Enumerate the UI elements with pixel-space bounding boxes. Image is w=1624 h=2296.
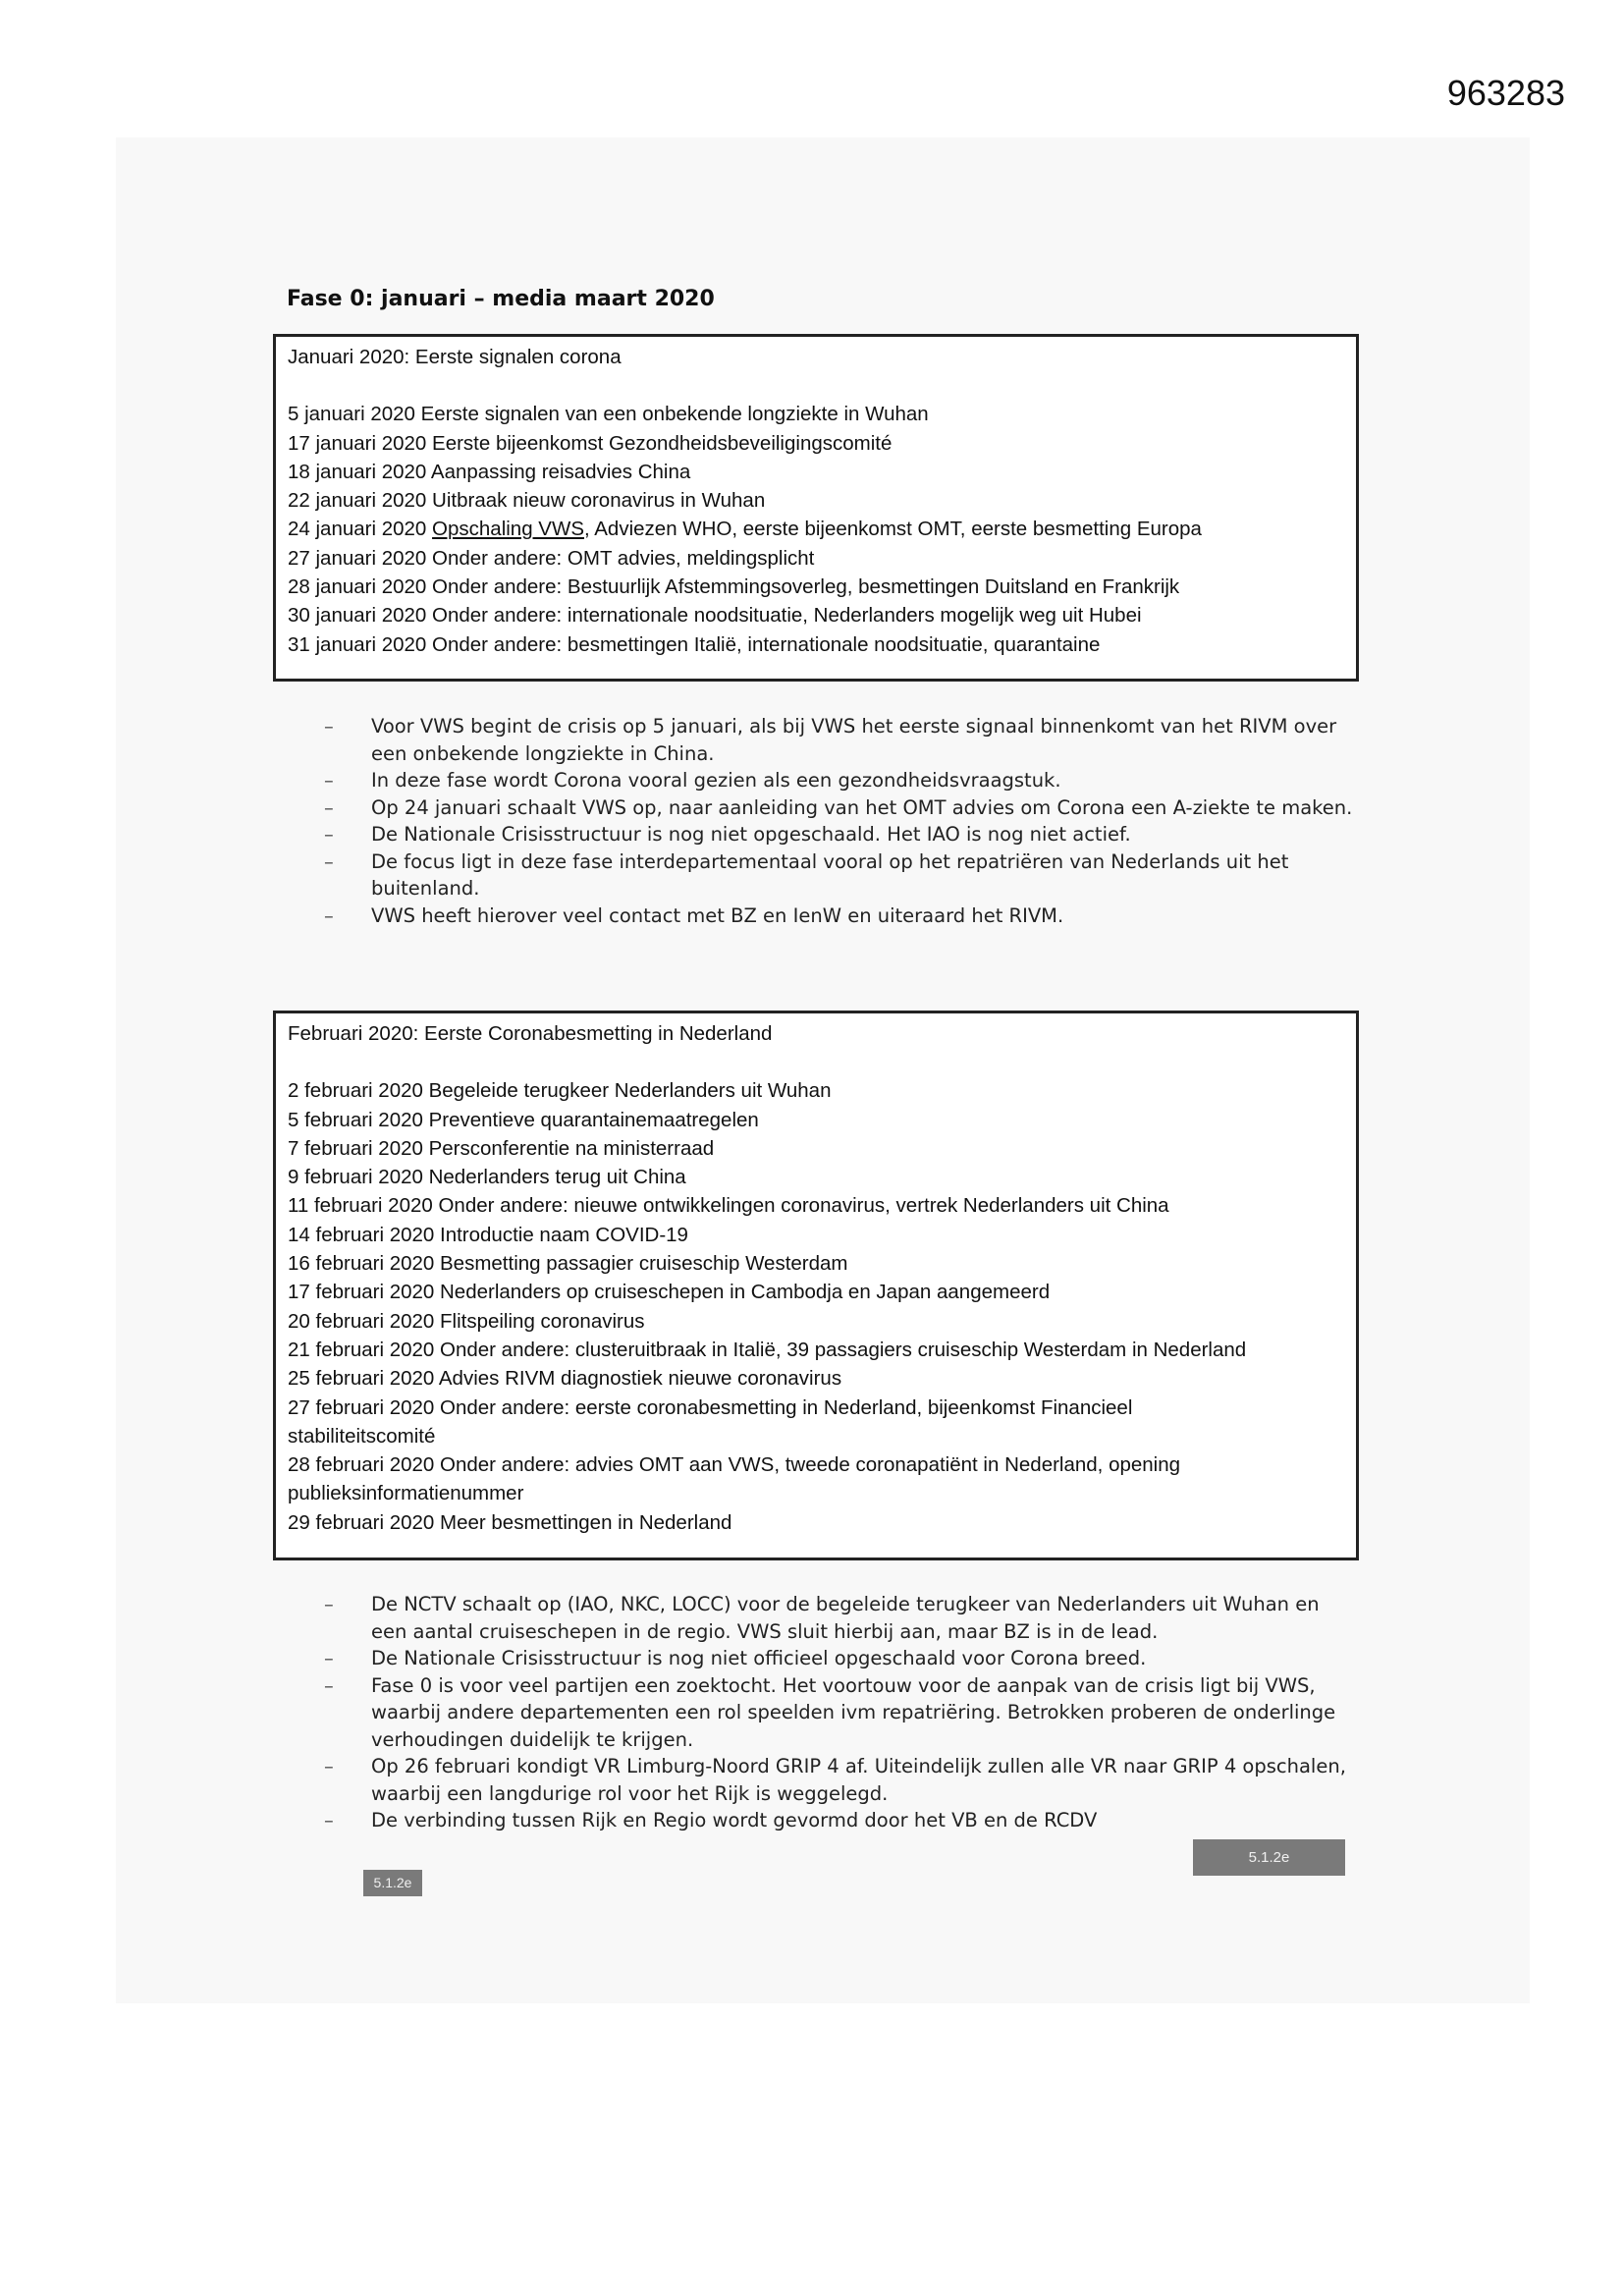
bullet-text: De NCTV schaalt op (IAO, NKC, LOCC) voor de begeleide terugkeer van Nederlanders uit Wuhan en een aantal cruiseschepen in de regio. VWS sluit hierbij aan, maar BZ is in de lead.: [371, 1593, 1320, 1643]
bullet-item: [324, 1591, 1355, 1645]
bullet-item: [324, 848, 1365, 902]
timeline-item: 21 februari 2020 Onder andere: clusteruitbraak in Italië, 39 passagiers cruiseschip Westerdam in Nederland: [288, 1338, 1247, 1361]
january-box-title: Januari 2020: Eerste signalen corona: [288, 346, 622, 368]
timeline-item: 17 februari 2020 Nederlanders op cruiseschepen in Cambodja en Japan aangemeerd: [288, 1281, 1051, 1304]
timeline-item: 5 februari 2020 Preventieve quarantainemaatregelen: [288, 1108, 759, 1131]
bullet-text: Op 26 februari kondigt VR Limburg-Noord GRIP 4 af. Uiteindelijk zullen alle VR naar GRIP 4 opschalen, waarbij een langdurige rol voor het Rijk is weggelegd.: [371, 1755, 1346, 1805]
timeline-item: 31 januari 2020 Onder andere: besmettingen Italië, internationale noodsituatie, quarantaine: [288, 632, 1101, 656]
timeline-item: 9 februari 2020 Nederlanders terug uit China: [288, 1166, 686, 1189]
dash-marker: –: [324, 903, 334, 927]
timeline-item: 22 januari 2020 Uitbraak nieuw coronavirus in Wuhan: [288, 489, 766, 513]
timeline-item: 5 januari 2020 Eerste signalen van een onbekende longziekte in Wuhan: [288, 403, 929, 426]
dash-marker: –: [324, 769, 334, 792]
bullet-item: [324, 1645, 1355, 1672]
timeline-item: 25 februari 2020 Advies RIVM diagnostiek nieuwe coronavirus: [288, 1367, 842, 1391]
timeline-item: 16 februari 2020 Besmetting passagier cruiseschip Westerdam: [288, 1252, 848, 1276]
timeline-item: 28 januari 2020 Onder andere: Bestuurlijk Afstemmingsoverleg, besmettingen Duitsland en Frankrijk: [288, 575, 1180, 599]
february-box-title: Februari 2020: Eerste Coronabesmetting in Nederland: [288, 1022, 773, 1045]
february-timeline-box: [273, 1011, 1359, 1560]
bullet-text: Fase 0 is voor veel partijen een zoektocht. Het voortouw voor de aanpak van de crisis ligt bij VWS, waarbij andere departementen een rol speelden ivm repatriëring. Betrokken proberen de onderlinge verhoudingen duidelijk te krijgen.: [371, 1673, 1336, 1751]
bullet-item: [324, 794, 1365, 822]
document-id: 963283: [1446, 73, 1565, 113]
timeline-item: 2 februari 2020 Begeleide terugkeer Nederlanders uit Wuhan: [288, 1079, 832, 1103]
bullet-item: [324, 821, 1365, 848]
dash-marker: –: [324, 849, 334, 873]
timeline-item: 27 januari 2020 Onder andere: OMT advies, meldingsplicht: [288, 546, 815, 570]
bullet-text: Op 24 januari schaalt VWS op, naar aanleiding van het OMT advies om Corona een A-ziekte te maken.: [371, 795, 1353, 819]
dash-marker: –: [324, 715, 334, 738]
dash-marker: –: [324, 1755, 334, 1777]
timeline-item: 18 januari 2020 Aanpassing reisadvies China: [288, 460, 691, 483]
timeline-item: 14 februari 2020 Introductie naam COVID-19: [288, 1223, 688, 1246]
timeline-item: 11 februari 2020 Onder andere: nieuwe ontwikkelingen coronavirus, vertrek Nederlanders uit China: [288, 1194, 1169, 1218]
bullet-text: Voor VWS begint de crisis op 5 januari, als bij VWS het eerste signaal binnenkomt van het RIVM over een onbekende longziekte in China.: [371, 715, 1337, 765]
timeline-item: 30 januari 2020 Onder andere: internationale noodsituatie, Nederlanders mogelijk weg uit Hubei: [288, 604, 1142, 628]
timeline-item-prefix: 24 januari 2020: [288, 518, 433, 541]
bullet-item: [324, 1672, 1355, 1754]
dash-marker: –: [324, 1673, 334, 1697]
dash-marker: –: [324, 795, 334, 819]
timeline-item: [288, 515, 1344, 543]
dash-marker: –: [324, 1647, 334, 1669]
timeline-item: 20 februari 2020 Flitspeiling coronavirus: [288, 1309, 645, 1333]
timeline-item: 27 februari 2020 Onder andere: eerste coronabesmetting in Nederland, bijeenkomst Financieel stabiliteitscomité: [288, 1395, 1133, 1448]
bullet-item: [324, 902, 1365, 930]
bullet-text: De Nationale Crisisstructuur is nog niet opgeschaald. Het IAO is nog niet actief.: [371, 823, 1131, 846]
bullet-item: [324, 767, 1365, 794]
bullet-text: De verbinding tussen Rijk en Regio wordt gevormd door het VB en de RCDV: [371, 1809, 1098, 1831]
bullet-item: [324, 713, 1365, 767]
bullet-text: De focus ligt in deze fase interdepartementaal vooral op het repatriëren van Nederlands uit het buitenland.: [371, 849, 1289, 900]
bullet-list-january: [324, 713, 1365, 929]
bullet-item: [324, 1807, 1355, 1834]
timeline-item-suffix: , Adviezen WHO, eerste bijeenkomst OMT, eerste besmetting Europa: [584, 518, 1202, 541]
section-heading: Fase 0: januari – media maart 2020: [287, 287, 715, 311]
timeline-item: 28 februari 2020 Onder andere: advies OMT aan VWS, tweede coronapatiënt in Nederland, opening publieksinformatienummer: [288, 1453, 1181, 1505]
bullet-list-february: [324, 1591, 1355, 1834]
redaction-marker: 5.1.2e: [1193, 1839, 1345, 1876]
bullet-text: In deze fase wordt Corona vooral gezien als een gezondheidsvraagstuk.: [371, 769, 1061, 792]
redaction-marker: 5.1.2e: [363, 1870, 422, 1896]
bullet-item: [324, 1753, 1355, 1807]
timeline-item: 29 februari 2020 Meer besmettingen in Nederland: [288, 1510, 732, 1534]
dash-marker: –: [324, 1593, 334, 1615]
timeline-item: 17 januari 2020 Eerste bijeenkomst Gezondheidsbeveiligingscomité: [288, 431, 893, 455]
timeline-item: 7 februari 2020 Persconferentie na ministerraad: [288, 1136, 715, 1160]
bullet-text: VWS heeft hierover veel contact met BZ en IenW en uiteraard het RIVM.: [371, 903, 1064, 927]
january-timeline-box: [273, 334, 1359, 682]
bullet-text: De Nationale Crisisstructuur is nog niet officieel opgeschaald voor Corona breed.: [371, 1647, 1147, 1669]
dash-marker: –: [324, 1809, 334, 1831]
opschaling-vws-link: Opschaling VWS: [432, 518, 584, 541]
dash-marker: –: [324, 823, 334, 846]
